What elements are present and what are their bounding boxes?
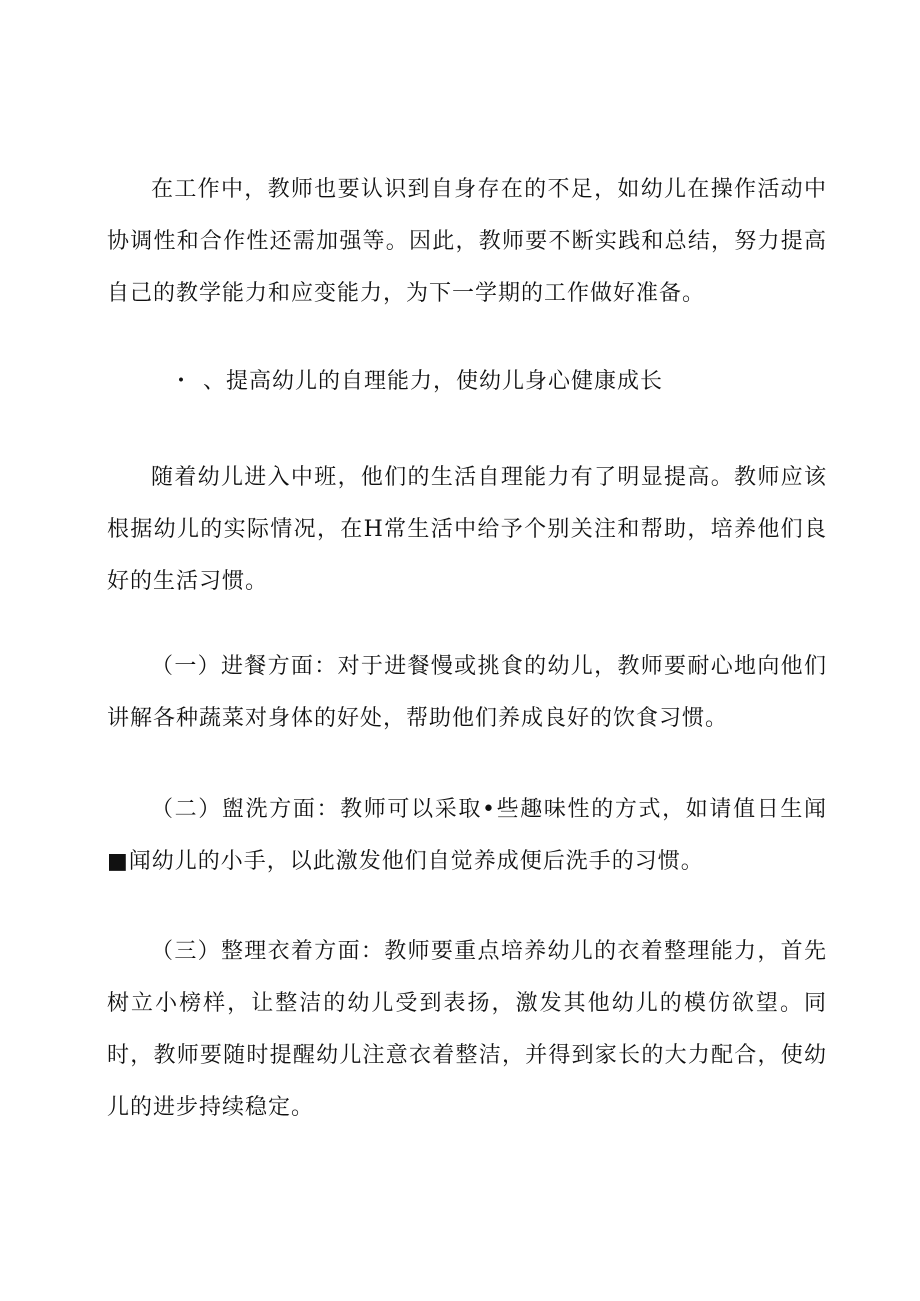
- section-heading: [170, 362, 663, 402]
- paragraph-reflection: 在工作中，教师也要认识到自身存在的不足，如幼儿在操作活动中协调性和合作性还需加强等。因此，教师要不断实践和总结，努力提高自己的教学能力和应变能力，为下一学期的工作做好准备。: [107, 177, 827, 306]
- paragraph-self-care-intro: 随着幼儿进入中班，他们的生活自理能力有了明显提高。教师应该根据幼儿的实际情况，在H常生活中给予个别关注和帮助，培养他们良好的生活习惯。: [107, 465, 827, 594]
- paragraph-clothing: （三）整理衣着方面：教师要重点培养幼儿的衣着整理能力，首先树立小榜样，让整洁的幼儿受到表扬，激发其他幼儿的模仿欲望。同时，教师要随时提醒幼儿注意衣着整洁，并得到家长的大力配合，使幼儿的进步持续稳定。: [107, 939, 827, 1120]
- bullet-icon: ・: [170, 369, 194, 394]
- paragraph-washing: （二）盥洗方面：教师可以采取•些趣味性的方式，如请值日生闻■闻幼儿的小手，以此激发他们自觉养成便后洗手的习惯。: [107, 797, 827, 874]
- paragraph-dining: （一）进餐方面：对于进餐慢或挑食的幼儿，教师要耐心地向他们讲解各种蔬菜对身体的好处，帮助他们养成良好的饮食习惯。: [107, 654, 827, 731]
- section-heading-text: 、提高幼儿的自理能力，使幼儿身心健康成长: [203, 369, 664, 394]
